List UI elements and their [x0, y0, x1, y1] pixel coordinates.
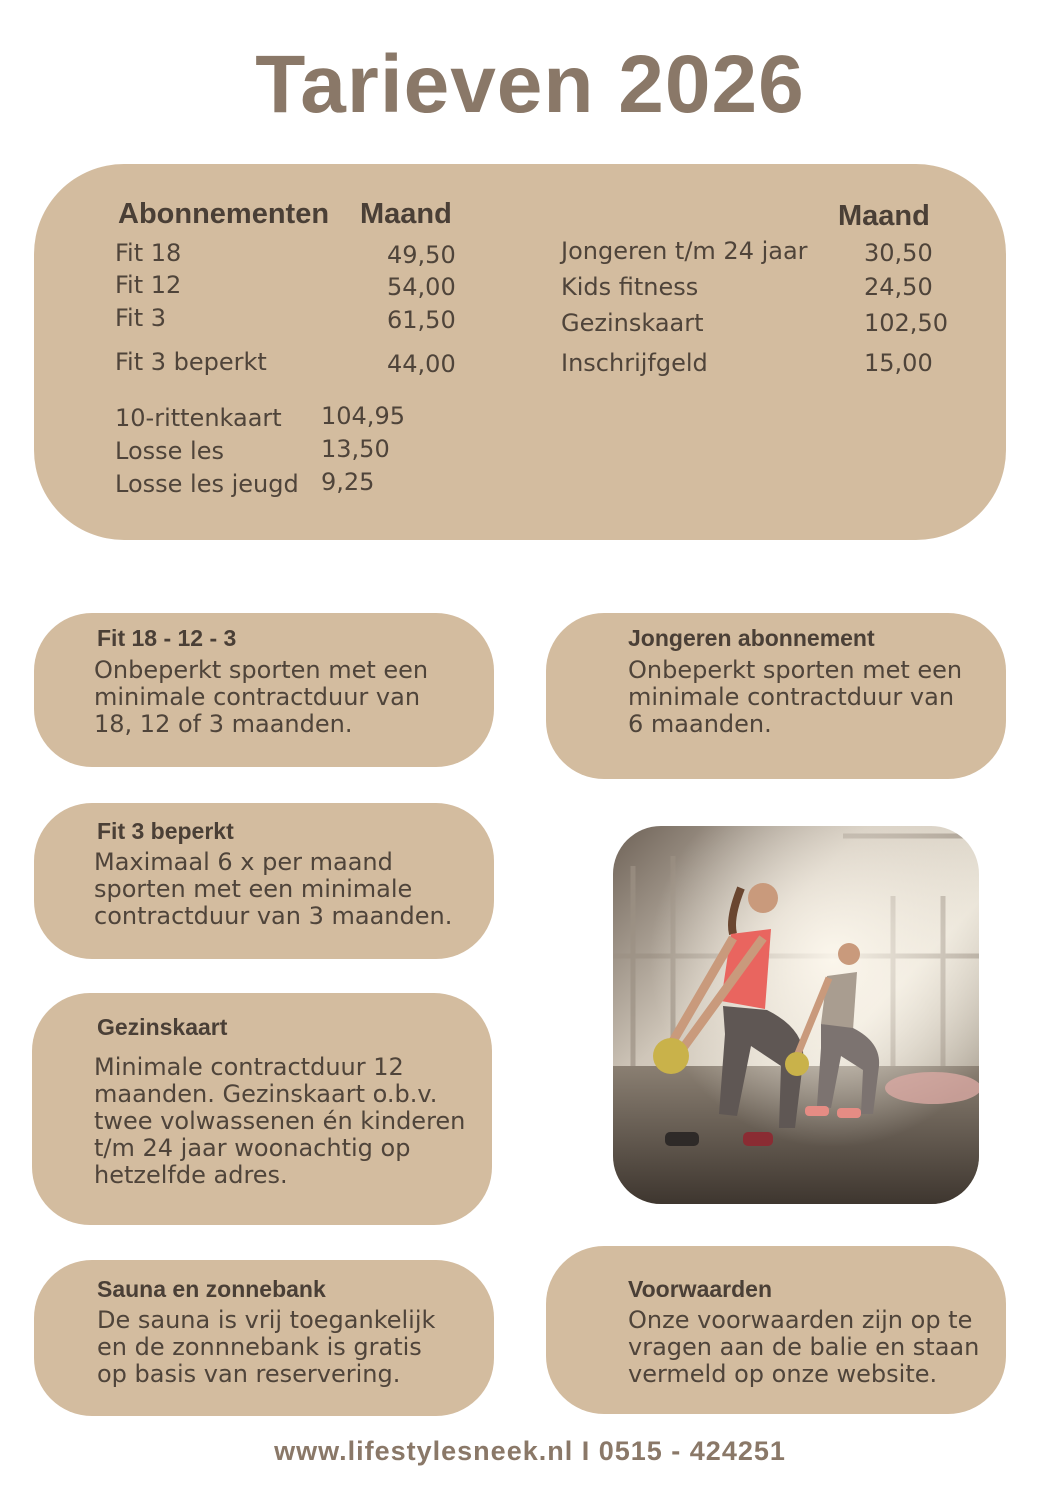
- price-label: Losse les jeugd: [115, 470, 299, 498]
- kettlebell-training-image: [613, 826, 979, 1204]
- card-gezin-text: Minimale contractduur 12 maanden. Gezinskaart o.b.v. twee volwassenen én kinderen t/m 24 jaar woonachtig op hetzelfde adres.: [94, 1053, 466, 1189]
- month-header-left: Maand: [360, 198, 452, 230]
- card-jongeren-text: Onbeperkt sporten met een minimale contractduur van 6 maanden.: [628, 656, 963, 738]
- price-value: 49,50: [387, 241, 456, 269]
- price-value: 44,00: [387, 350, 456, 378]
- price-value: 15,00: [864, 349, 933, 377]
- price-label: Fit 3 beperkt: [115, 348, 267, 376]
- card-sauna-title: Sauna en zonnebank: [97, 1276, 326, 1302]
- price-label: Fit 18: [115, 239, 182, 267]
- price-value: 9,25: [321, 468, 375, 496]
- fitness-photo: [613, 826, 979, 1204]
- price-label: Gezinskaart: [561, 309, 704, 337]
- price-label: Fit 12: [115, 271, 182, 299]
- card-voorwaarden-title: Voorwaarden: [628, 1276, 772, 1302]
- price-value: 61,50: [387, 306, 456, 334]
- card-beperkt-text: Maximaal 6 x per maand sporten met een minimale contractduur van 3 maanden.: [94, 848, 453, 930]
- price-label: Inschrijfgeld: [561, 349, 708, 377]
- price-label: 10-rittenkaart: [115, 404, 282, 432]
- price-label: Fit 3: [115, 304, 167, 332]
- card-jongeren-title: Jongeren abonnement: [628, 625, 875, 651]
- contact-footer: www.lifestylesneek.nl I 0515 - 424251: [274, 1436, 786, 1466]
- subscriptions-header: Abonnementen: [118, 198, 330, 230]
- card-fit-text: Onbeperkt sporten met een minimale contractduur van 18, 12 of 3 maanden.: [94, 656, 429, 738]
- price-label: Kids fitness: [561, 273, 699, 301]
- card-voorwaarden-text: Onze voorwaarden zijn op te vragen aan de balie en staan vermeld op onze website.: [628, 1306, 980, 1388]
- card-gezin-title: Gezinskaart: [97, 1014, 228, 1040]
- price-value: 30,50: [864, 239, 933, 267]
- card-fit-title: Fit 18 - 12 - 3: [97, 625, 237, 651]
- page-title: Tarieven 2026: [255, 39, 805, 130]
- price-value: 104,95: [321, 402, 405, 430]
- price-value: 13,50: [321, 435, 390, 463]
- price-value: 24,50: [864, 273, 933, 301]
- month-header-right: Maand: [838, 200, 930, 232]
- price-label: Losse les: [115, 437, 224, 465]
- price-value: 102,50: [864, 309, 948, 337]
- price-label: Jongeren t/m 24 jaar: [561, 237, 808, 265]
- price-value: 54,00: [387, 273, 456, 301]
- card-sauna-text: De sauna is vrij toegankelijk en de zonnnebank is gratis op basis van reservering.: [97, 1306, 436, 1388]
- card-beperkt-title: Fit 3 beperkt: [97, 818, 234, 844]
